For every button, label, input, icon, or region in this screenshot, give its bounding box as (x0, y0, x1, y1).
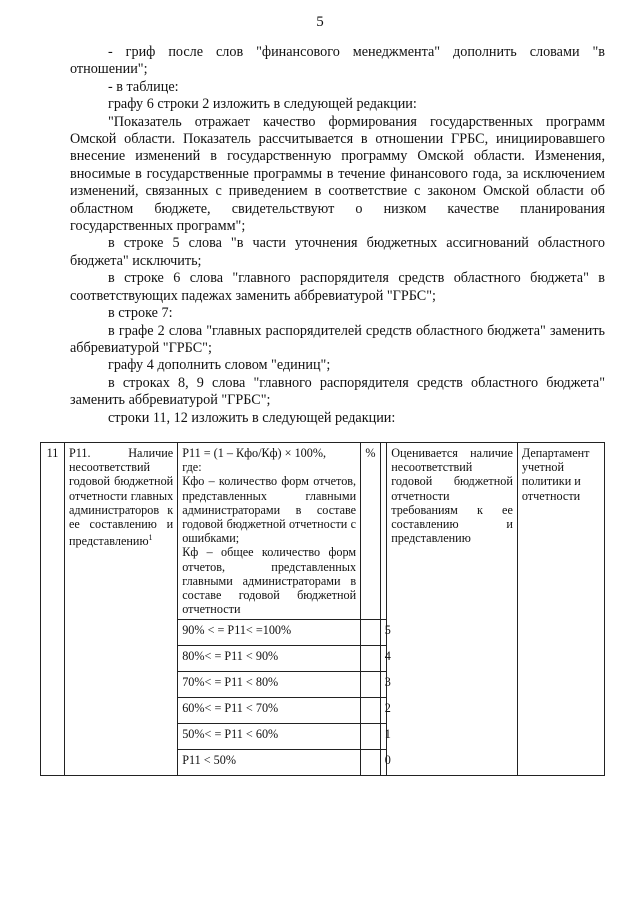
paragraph: - в таблице: (108, 78, 179, 95)
empty-cell (361, 646, 381, 672)
paragraph: в графе 2 слова "главных распорядителей средств областного бюджета" заменить аббревиатурой "ГРБС"; (70, 322, 605, 356)
formula-where: где: (182, 460, 202, 475)
score-cell: 1 (380, 724, 387, 750)
paragraph: - гриф после слов "финансового менеджмента" дополнить словами "в отношении"; (70, 44, 605, 78)
paragraph: в строках 8, 9 слова "главного распорядителя средств областного бюджета" заменить аббревиатурой "ГРБС"; (70, 374, 605, 409)
description: Оценивается наличие несоответствий годовой бюджетной отчетности требованиям к ее составлению и представлению (391, 446, 513, 546)
range-cell: 90% < = Р11< =100% (178, 620, 361, 646)
row-number: 11 (46, 446, 59, 460)
unit-cell (361, 443, 381, 620)
formula-line: Р11 = (1 – Кфо/Кф) × 100%, (182, 446, 327, 460)
paragraph: "Показатель отражает качество формирования государственных программ Омской области. Показатель рассчитывается в отношении ГРБС, инициировавшего внесение изменений в государственную программу Омской области. Изменения, вносимые в государственные программы в течение финансового года, за исключением изменений, связанных с приведением в соответствие с законом Омской области об областном бюджете, свидетельствуют о низком качестве планирования государственных программ"; (70, 113, 605, 235)
department: Департамент учетной политики и отчетности (521, 446, 590, 503)
row-number-cell (41, 443, 65, 776)
paragraph: в строке 6 слова "главного распорядителя средств областного бюджета" в соответствующих падежах заменить аббревиатурой "ГРБС"; (70, 270, 605, 304)
page-number: 5 (316, 14, 324, 30)
score-cell: 0 (380, 750, 387, 776)
range-cell: 70%< = Р11 < 80% (178, 672, 361, 698)
empty-cell (361, 620, 381, 646)
paragraph: строки 11, 12 изложить в следующей редакции: (108, 409, 396, 426)
empty-cell (361, 672, 381, 698)
indicator-table (40, 442, 605, 776)
paragraph: в строке 7: (108, 305, 173, 322)
indicator-name: Р11. Наличие несоответствий годовой бюджетной отчетности главных администраторов к ее составлению и представлению (68, 446, 174, 549)
range-cell: 60%< = Р11 < 70% (178, 698, 361, 724)
table-row (41, 443, 605, 620)
description-cell (387, 443, 518, 776)
document-body (70, 44, 605, 427)
indicator-name-cell (64, 443, 177, 776)
score-cell: 2 (380, 698, 387, 724)
paragraph: в строке 5 слова "в части уточнения бюджетных ассигнований областного бюджета" исключить; (70, 235, 605, 269)
score-cell: 4 (380, 646, 387, 672)
paragraph: графу 6 строки 2 изложить в следующей редакции: (108, 96, 417, 113)
range-cell: Р11 < 50% (178, 750, 361, 776)
department-cell (517, 443, 604, 776)
empty-cell (361, 698, 381, 724)
score-cell: 3 (380, 672, 387, 698)
range-cell: 80%< = Р11 < 90% (178, 646, 361, 672)
formula-def-kfo: Кфо – количество форм отчетов, представленных главными администраторами в составе годовой бюджетной отчетности с ошибками; (182, 474, 357, 546)
range-cell: 50%< = Р11 < 60% (178, 724, 361, 750)
formula-cell (178, 443, 361, 620)
score-cell: 5 (380, 620, 387, 646)
unit: % (365, 446, 376, 460)
paragraph: графу 4 дополнить словом "единиц"; (108, 357, 331, 374)
footnote-mark: 1 (148, 533, 153, 543)
empty-cell (361, 750, 381, 776)
formula-def-kf: Кф – общее количество форм отчетов, представленных главными администраторами в составе годовой бюджетной отчетности (182, 545, 357, 617)
empty-cell (361, 724, 381, 750)
